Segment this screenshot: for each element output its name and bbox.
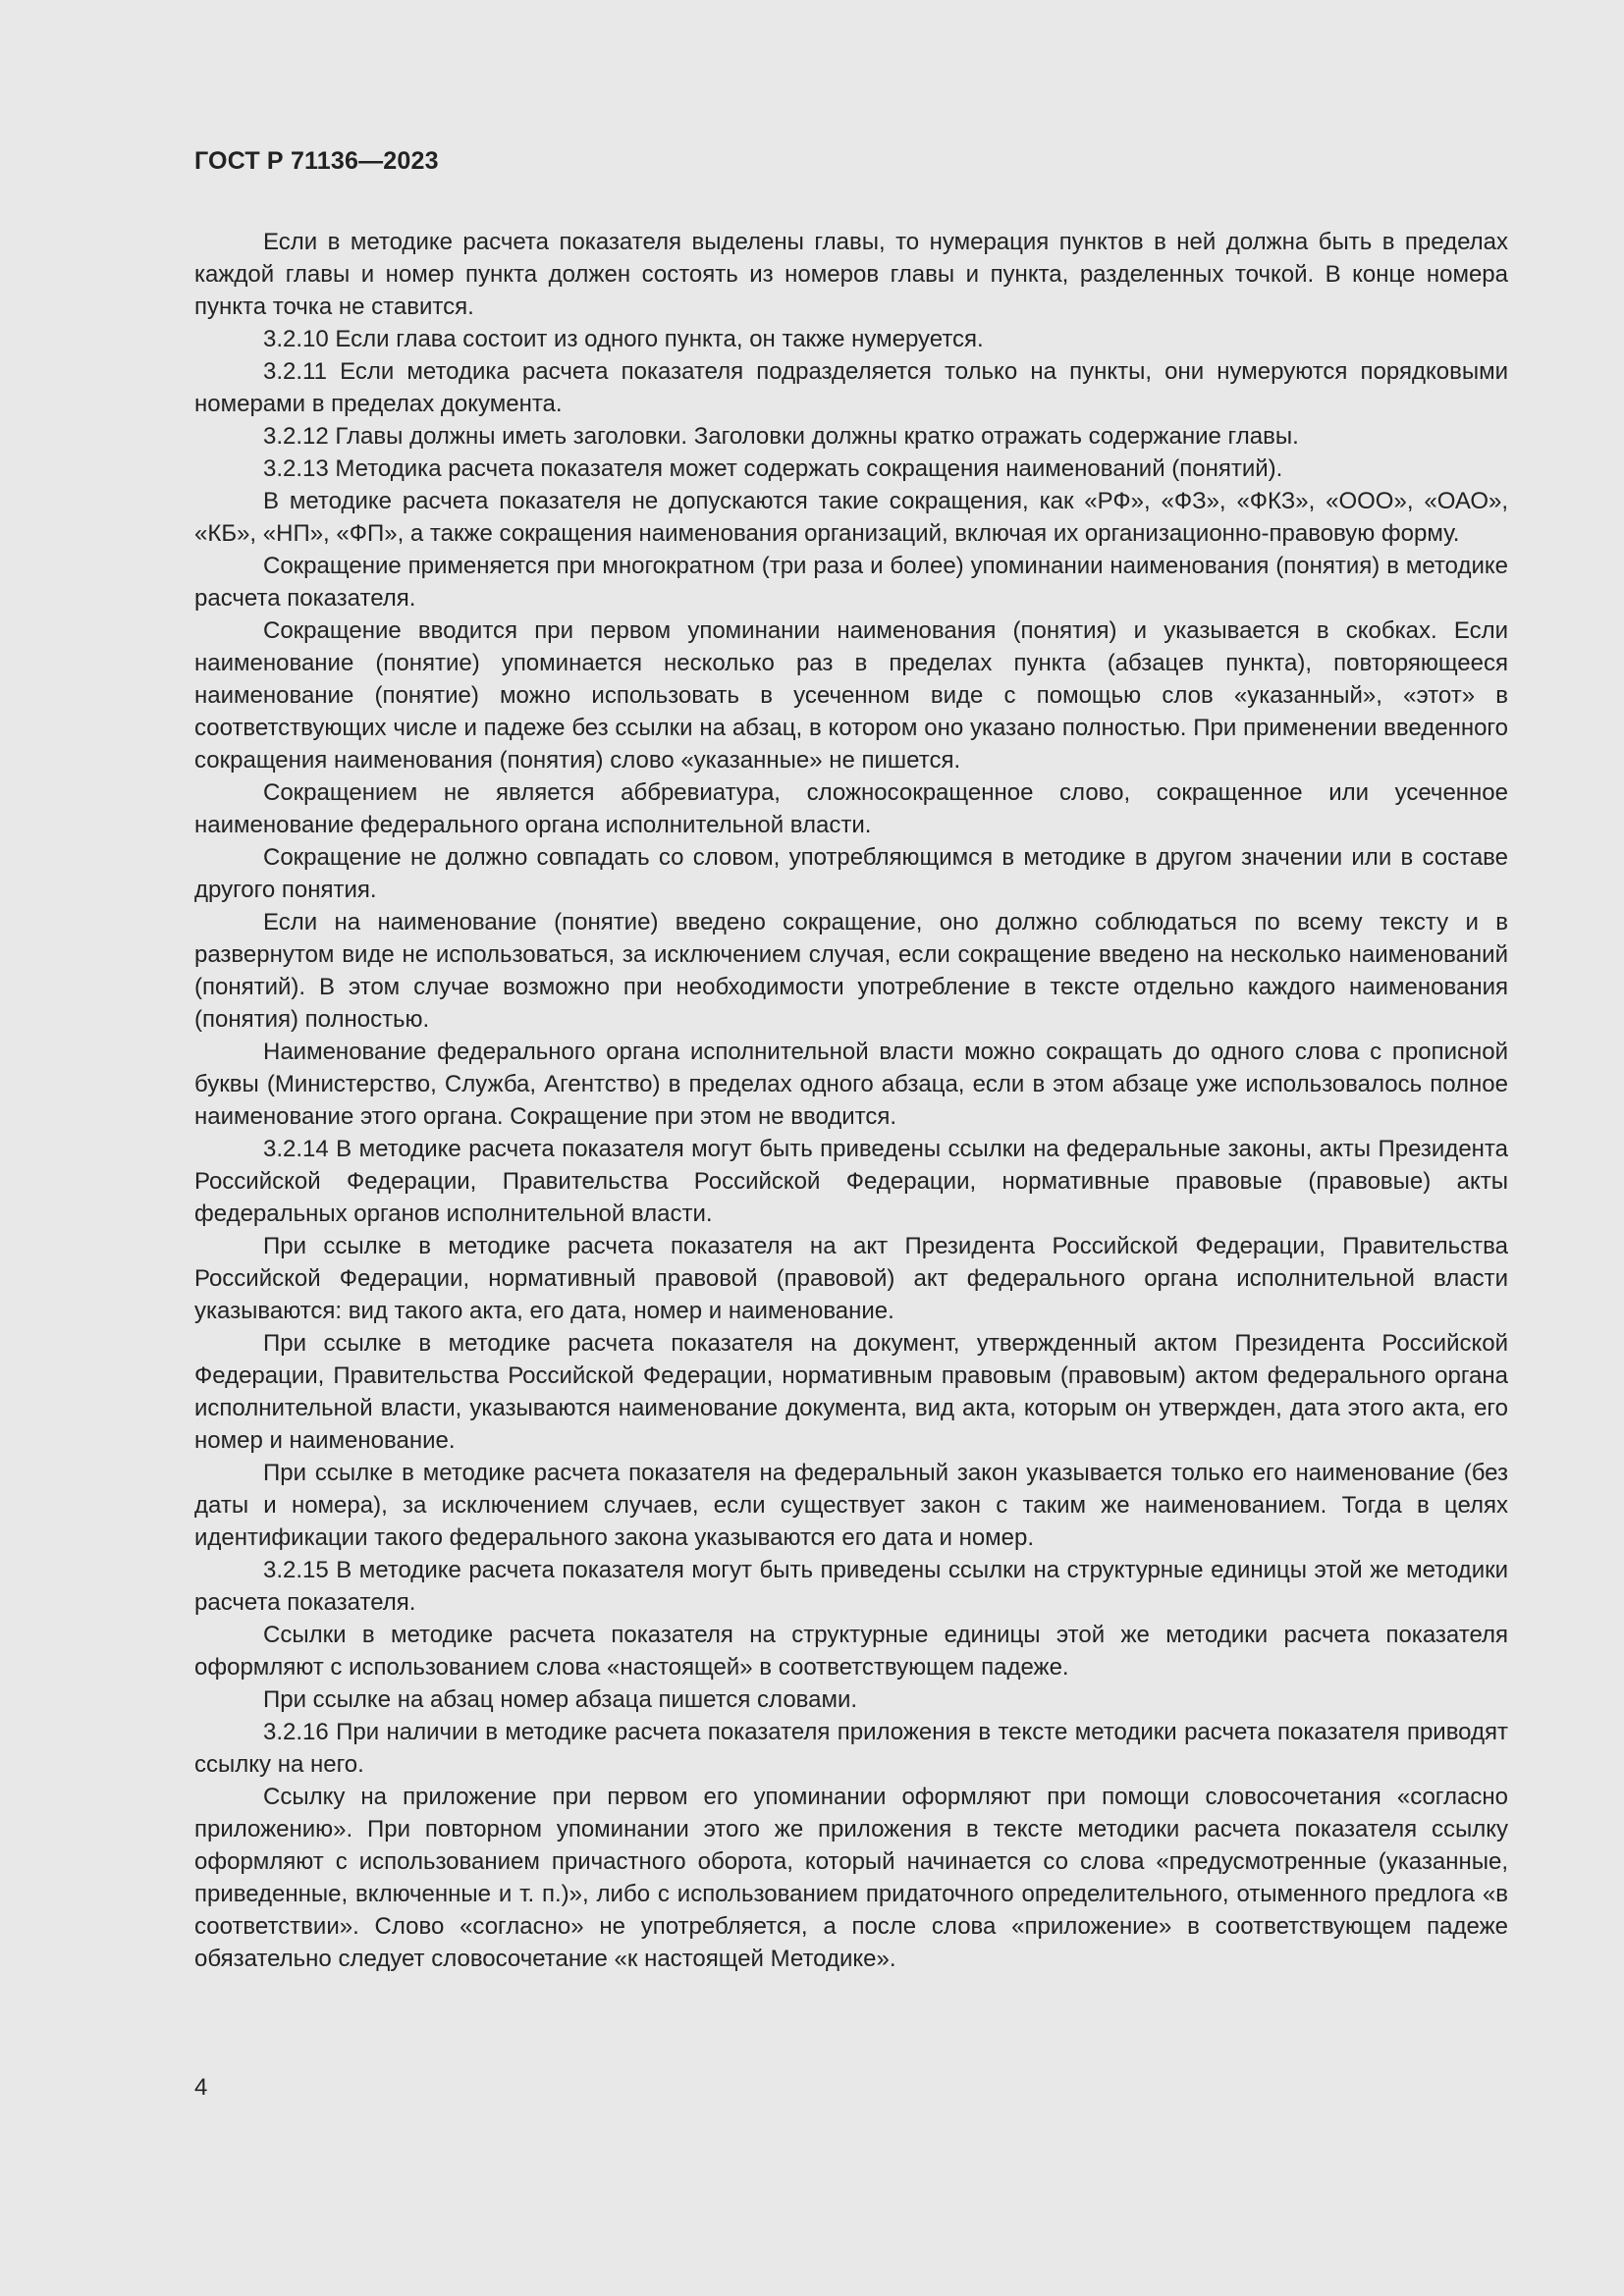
paragraph: 3.2.13 Методика расчета показателя может содержать сокращения наименований (понятий). [263, 455, 1283, 482]
paragraph: 3.2.11 Если методика расчета показателя подразделяется только на пункты, они нумеруются порядковыми номерами в пределах документа. [194, 358, 1508, 417]
paragraph: При ссылке в методике расчета показателя на федеральный закон указывается только его наименование (без даты и номера), за исключением случаев, если существует закон с таким же наименованием. Тогда в целях идентификации такого федерального закона указываются его дата и номер. [194, 1460, 1508, 1551]
paragraph: 3.2.16 При наличии в методике расчета показателя приложения в тексте методики расчета показателя приводят ссылку на него. [194, 1719, 1508, 1778]
paragraph: Сокращение применяется при многократном (три раза и более) упоминании наименования (понятия) в методике расчета показателя. [194, 553, 1508, 612]
paragraph: Наименование федерального органа исполнительной власти можно сокращать до одного слова с прописной буквы (Министерство, Служба, Агентство) в пределах одного абзаца, если в этом абзаце уже использовалось полное наименование этого органа. Сокращение при этом не вводится. [194, 1039, 1508, 1130]
paragraph: 3.2.12 Главы должны иметь заголовки. Заголовки должны кратко отражать содержание главы. [263, 423, 1299, 450]
paragraph: 3.2.14 В методике расчета показателя могут быть приведены ссылки на федеральные законы, акты Президента Российской Федерации, Правительства Российской Федерации, нормативные правовые (правовые) акты федеральных органов исполнительной власти. [194, 1136, 1508, 1227]
paragraph: Если в методике расчета показателя выделены главы, то нумерация пунктов в ней должна быть в пределах каждой главы и номер пункта должен состоять из номеров главы и пункта, разделенных точкой. В конце номера пункта точка не ставится. [194, 229, 1508, 320]
paragraph: Сокращение вводится при первом упоминании наименования (понятия) и указывается в скобках. Если наименование (понятие) упоминается несколько раз в пределах пункта (абзацев пункта), повторяющееся наименование (понятие) можно использовать в усеченном виде с помощью слов «указанный», «этот» в соответствующих числе и падеже без ссылки на абзац, в котором оно указано полностью. При применении введенного сокращения наименования (понятия) слово «указанные» не пишется. [194, 617, 1508, 774]
paragraph: 3.2.10 Если глава состоит из одного пункта, он также нумеруется. [263, 326, 984, 352]
paragraph: Сокращением не является аббревиатура, сложносокращенное слово, сокращенное или усеченное наименование федерального органа исполнительной власти. [194, 779, 1508, 838]
paragraph: Сокращение не должно совпадать со словом, употребляющимся в методике в другом значении или в составе другого понятия. [194, 844, 1508, 903]
paragraph: 3.2.15 В методике расчета показателя могут быть приведены ссылки на структурные единицы этой же методики расчета показателя. [194, 1557, 1508, 1616]
paragraph: Ссылки в методике расчета показателя на структурные единицы этой же методики расчета показателя оформляют с использованием слова «настоящей» в соответствующем падеже. [194, 1622, 1508, 1681]
paragraph: При ссылке в методике расчета показателя на документ, утвержденный актом Президента Российской Федерации, Правительства Российской Федерации, нормативным правовым (правовым) актом федерального органа исполнительной власти, указываются наименование документа, вид акта, которым он утвержден, дата этого акта, его номер и наименование. [194, 1330, 1508, 1454]
paragraph: Если на наименование (понятие) введено сокращение, оно должно соблюдаться по всему тексту и в развернутом виде не использоваться, за исключением случая, если сокращение введено на несколько наименований (понятий). В этом случае возможно при необходимости употребление в тексте отдельно каждого наименования (понятия) полностью. [194, 909, 1508, 1033]
paragraph: При ссылке на абзац номер абзаца пишется словами. [263, 1686, 858, 1713]
paragraph: В методике расчета показателя не допускаются такие сокращения, как «РФ», «ФЗ», «ФКЗ», «ООО», «ОАО», «КБ», «НП», «ФП», а также сокращения наименования организаций, включая их организационно-правовую форму. [194, 488, 1508, 547]
document-body [194, 226, 1508, 1975]
paragraph: При ссылке в методике расчета показателя на акт Президента Российской Федерации, Правительства Российской Федерации, нормативный правовой (правовой) акт федерального органа исполнительной власти указываются: вид такого акта, его дата, номер и наименование. [194, 1233, 1508, 1324]
page-number: 4 [194, 2074, 208, 2101]
paragraph: Ссылку на приложение при первом его упоминании оформляют при помощи словосочетания «согласно приложению». При повторном упоминании этого же приложения в тексте методики расчета показателя ссылку оформляют с использованием причастного оборота, который начинается со слова «предусмотренные (указанные, приведенные, включенные и т. п.)», либо с использованием придаточного определительного, отыменного предлога «в соответствии». Слово «согласно» не употребляется, а после слова «приложение» в соответствующем падеже обязательно следует словосочетание «к настоящей Методике». [194, 1784, 1508, 1972]
document-code-header: ГОСТ Р 71136—2023 [194, 147, 439, 175]
